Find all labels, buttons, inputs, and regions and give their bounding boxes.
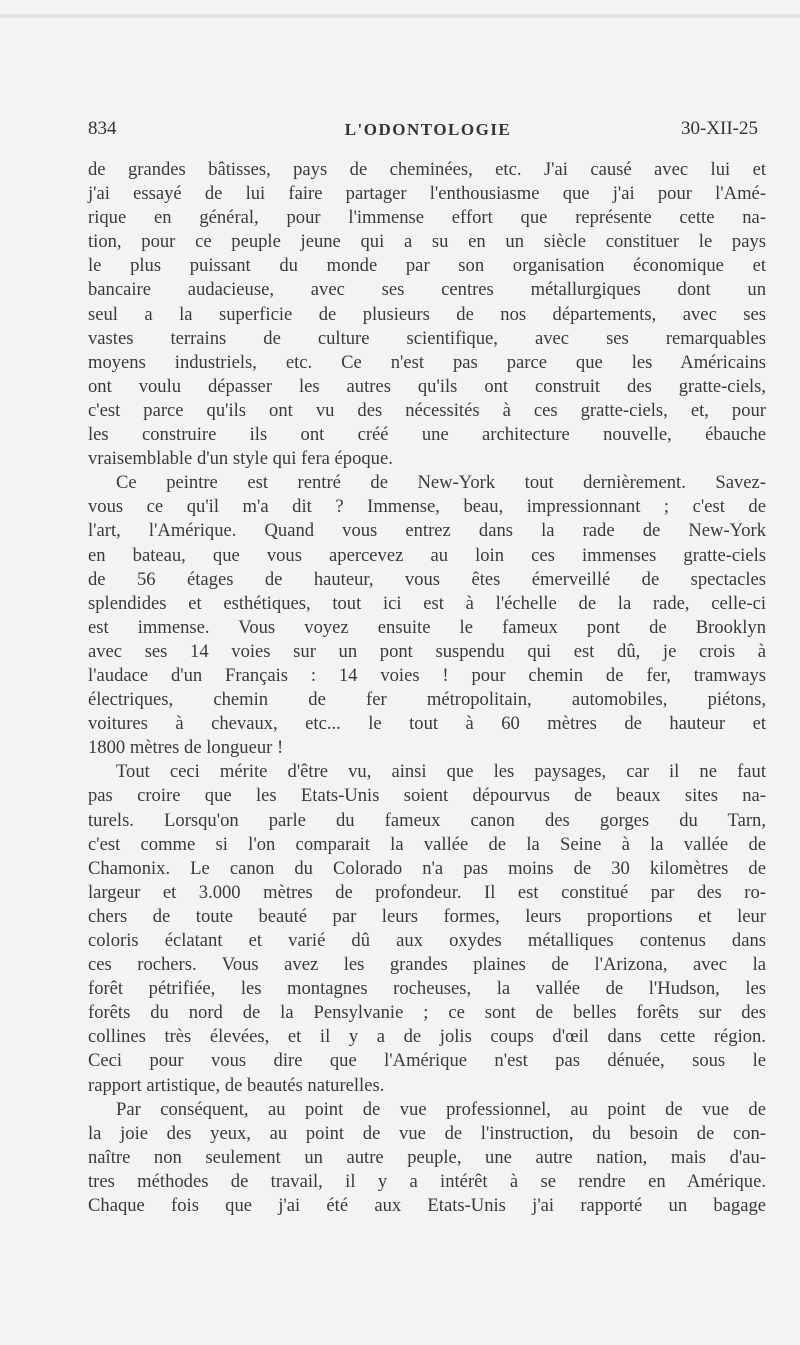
- issue-date: 30-XII-25: [680, 118, 758, 139]
- text-line: vous ce qu'il m'a dit ? Immense, beau, impressionnant ; c'est de: [88, 496, 766, 518]
- text-line: Tout ceci mérite d'être vu, ainsi que les paysages, car il ne faut: [116, 761, 766, 783]
- text-line: rapport artistique, de beautés naturelles.: [88, 1074, 385, 1096]
- article-body: [88, 158, 766, 1218]
- paragraph-3: [88, 760, 766, 1097]
- text-line: ont voulu dépasser les autres qu'ils ont construit des gratte-ciels,: [88, 375, 766, 397]
- text-line: Ceci pour vous dire que l'Amérique n'est pas dénuée, sous le: [88, 1050, 766, 1072]
- text-line: l'art, l'Amérique. Quand vous entrez dans la rade de New-York: [88, 520, 766, 542]
- text-line: Chamonix. Le canon du Colorado n'a pas moins de 30 kilomètres de: [88, 857, 766, 879]
- text-line: vraisemblable d'un style qui fera époque.: [88, 448, 393, 470]
- text-line: ces rochers. Vous avez les grandes plaines de l'Arizona, avec la: [88, 954, 766, 976]
- text-line: voitures à chevaux, etc... le tout à 60 mètres de hauteur et: [88, 713, 766, 735]
- page-number: 834: [88, 118, 117, 139]
- text-line: avec ses 14 voies sur un pont suspendu qui est dû, je crois à: [88, 640, 766, 662]
- text-line: bancaire audacieuse, avec ses centres métallurgiques dont un: [88, 279, 766, 301]
- text-line: les construire ils ont créé une architecture nouvelle, ébauche: [88, 424, 766, 446]
- text-line: tion, pour ce peuple jeune qui a su en un siècle constituer le pays: [88, 231, 766, 253]
- text-line: moyens industriels, etc. Ce n'est pas parce que les Américains: [88, 351, 766, 373]
- text-line: tres méthodes de travail, il y a intérêt à se rendre en Amérique.: [88, 1170, 766, 1192]
- text-line: coloris éclatant et varié dû aux oxydes métalliques contenus dans: [88, 930, 766, 951]
- text-line: est immense. Vous voyez ensuite le fameux pont de Brooklyn: [88, 616, 766, 638]
- text-line: Par conséquent, au point de vue professionnel, au point de vue de: [116, 1098, 766, 1120]
- text-line: en bateau, que vous apercevez au loin ces immenses gratte-ciels: [88, 544, 766, 566]
- text-line: de grandes bâtisses, pays de cheminées, etc. J'ai causé avec lui et: [88, 159, 766, 180]
- text-line: rique en général, pour l'immense effort que représente cette na-: [88, 207, 766, 229]
- text-line: pas croire que les Etats-Unis soient dépourvus de beaux sites na-: [88, 785, 766, 807]
- text-line: collines très élevées, et il y a de jolis coups d'œil dans cette région.: [88, 1026, 766, 1048]
- text-line: naître non seulement un autre peuple, une autre nation, mais d'au-: [88, 1146, 766, 1168]
- paragraph-4: [88, 1098, 766, 1218]
- text-line: Ce peintre est rentré de New-York tout dernièrement. Savez-: [116, 472, 766, 494]
- journal-title: L'ODONTOLOGIE: [344, 120, 512, 139]
- text-line: Chaque fois que j'ai été aux Etats-Unis j'ai rapporté un bagage: [88, 1195, 766, 1217]
- text-line: électriques, chemin de fer métropolitain, automobiles, piétons,: [88, 689, 766, 711]
- text-line: turels. Lorsqu'on parle du fameux canon des gorges du Tarn,: [88, 809, 766, 831]
- text-line: forêts du nord de la Pensylvanie ; ce sont de belles forêts sur des: [88, 1002, 766, 1024]
- text-line: chers de toute beauté par leurs formes, leurs proportions et leur: [88, 905, 766, 927]
- text-line: la joie des yeux, au point de vue de l'instruction, du besoin de con-: [88, 1122, 766, 1144]
- text-line: splendides et esthétiques, tout ici est à l'échelle de la rade, celle-ci: [88, 592, 766, 614]
- text-line: vastes terrains de culture scientifique, avec ses remarquables: [88, 327, 766, 349]
- text-line: c'est parce qu'ils ont vu des nécessités à ces gratte-ciels, et, pour: [88, 399, 766, 421]
- text-line: largeur et 3.000 mètres de profondeur. Il est constitué par des ro-: [88, 881, 766, 903]
- text-line: forêt pétrifiée, les montagnes rocheuses, la vallée de l'Hudson, les: [88, 978, 766, 1000]
- page-top-edge: [0, 14, 800, 18]
- text-line: j'ai essayé de lui faire partager l'enthousiasme que j'ai pour l'Amé-: [88, 183, 766, 205]
- running-header: [88, 118, 768, 148]
- text-line: l'audace d'un Français : 14 voies ! pour chemin de fer, tramways: [88, 664, 766, 686]
- text-line: c'est comme si l'on comparait la vallée de la Seine à la vallée de: [88, 833, 766, 855]
- text-line: seul a la superficie de plusieurs de nos départements, avec ses: [88, 303, 766, 325]
- text-line: de 56 étages de hauteur, vous êtes émerveillé de spectacles: [88, 568, 766, 590]
- text-line: le plus puissant du monde par son organisation économique et: [88, 255, 766, 277]
- text-line: 1800 mètres de longueur !: [88, 737, 284, 759]
- paragraph-1: [88, 158, 766, 471]
- paragraph-2: [88, 471, 766, 760]
